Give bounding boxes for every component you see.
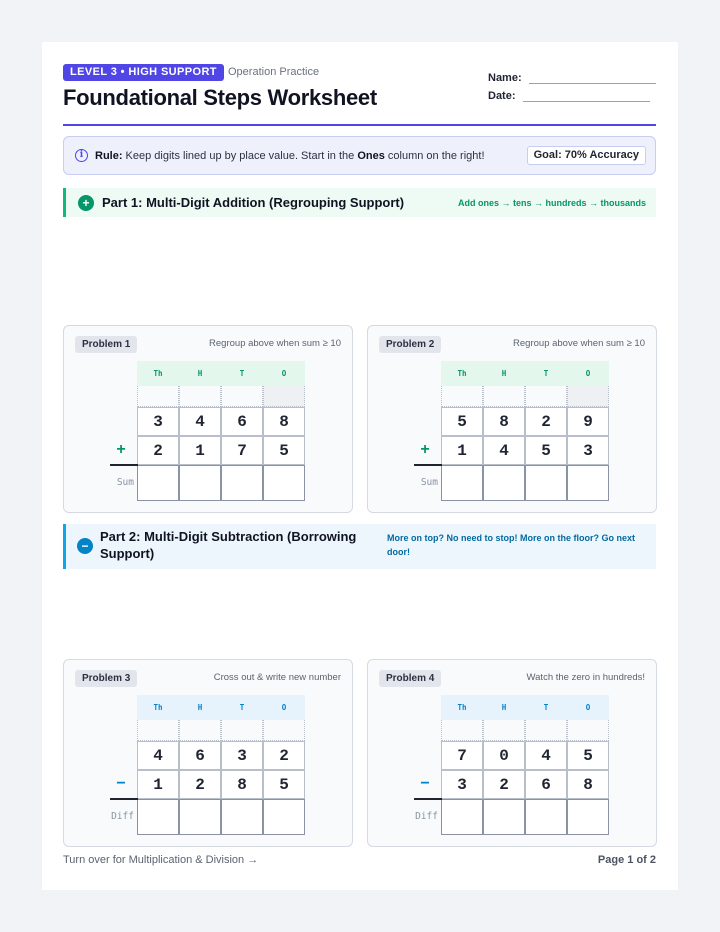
operation-rule <box>110 798 138 800</box>
bottom-digit: 7 <box>221 436 263 465</box>
column-header: O <box>567 695 609 720</box>
answer-box[interactable] <box>441 465 483 501</box>
answer-label: Sum <box>116 477 134 488</box>
carry-box[interactable] <box>525 386 567 407</box>
answer-box[interactable] <box>525 465 567 501</box>
operation-rule <box>414 464 442 466</box>
plus-icon: + <box>78 195 94 211</box>
minus-sign: − <box>116 775 126 792</box>
bottom-digit: 8 <box>221 770 263 799</box>
answer-box[interactable] <box>263 799 305 835</box>
operation-rule <box>414 798 442 800</box>
section-note: Add ones → tens → hundreds → thousands <box>457 198 646 208</box>
answer-box[interactable] <box>221 465 263 501</box>
answer-label: Diff <box>415 811 438 822</box>
problem-hint: Cross out & write new number <box>213 672 341 683</box>
problem-card <box>367 325 657 513</box>
top-digit: 0 <box>483 741 525 770</box>
column-header: H <box>483 361 525 386</box>
section-title: Part 2: Multi-Digit Subtraction (Borrowing Support) <box>100 529 357 561</box>
answer-box[interactable] <box>179 465 221 501</box>
problem-label: Problem 3 <box>75 670 137 687</box>
subject-label: Operation Practice <box>228 66 320 78</box>
column-header: O <box>263 695 305 720</box>
column-header: H <box>483 695 525 720</box>
column-header: T <box>221 361 263 386</box>
rule-ones: Ones <box>357 150 385 162</box>
top-digit: 4 <box>179 407 221 436</box>
bottom-digit: 4 <box>483 436 525 465</box>
section-note: More on top? No need to stop! More on the floor? Go next door! <box>387 533 635 557</box>
top-digit: 7 <box>441 741 483 770</box>
bottom-digit: 3 <box>441 770 483 799</box>
column-header: H <box>179 361 221 386</box>
top-digit: 2 <box>525 407 567 436</box>
plus-sign: + <box>420 441 430 458</box>
top-digit: 5 <box>441 407 483 436</box>
minus-sign: − <box>420 775 430 792</box>
page-number: Page 1 of 2 <box>597 854 656 866</box>
section-subtraction <box>63 524 656 569</box>
top-digit: 2 <box>263 741 305 770</box>
problem-card <box>367 659 657 847</box>
rule-text-part-2: column on the right! <box>384 150 485 162</box>
bottom-digit: 5 <box>263 770 305 799</box>
minus-icon: − <box>77 538 93 554</box>
column-header: T <box>525 361 567 386</box>
top-digit: 5 <box>567 741 609 770</box>
rule-text <box>95 149 485 163</box>
answer-box[interactable] <box>137 465 179 501</box>
column-header: H <box>179 695 221 720</box>
answer-box[interactable] <box>221 799 263 835</box>
column-header: Th <box>137 361 179 386</box>
carry-box[interactable] <box>483 386 525 407</box>
plus-sign: + <box>116 441 126 458</box>
answer-box[interactable] <box>525 799 567 835</box>
problem-card <box>63 659 353 847</box>
header-divider <box>63 124 656 126</box>
carry-box[interactable] <box>567 386 609 407</box>
answer-box[interactable] <box>483 799 525 835</box>
name-field[interactable] <box>488 72 656 84</box>
bottom-digit: 1 <box>441 436 483 465</box>
bottom-digit: 1 <box>137 770 179 799</box>
column-header: Th <box>137 695 179 720</box>
top-digit: 6 <box>221 407 263 436</box>
carry-box[interactable] <box>525 720 567 741</box>
carry-box[interactable] <box>441 720 483 741</box>
rule-box <box>63 136 656 175</box>
problem-hint: Regroup above when sum ≥ 10 <box>209 338 341 349</box>
carry-box[interactable] <box>221 720 263 741</box>
answer-box[interactable] <box>483 465 525 501</box>
rule-label: Rule: <box>95 150 123 162</box>
rule-text-part-1: Keep digits lined up by place value. Start in the <box>122 150 358 162</box>
answer-box[interactable] <box>441 799 483 835</box>
answer-box[interactable] <box>137 799 179 835</box>
answer-box[interactable] <box>567 799 609 835</box>
date-line[interactable] <box>523 90 650 102</box>
top-digit: 4 <box>525 741 567 770</box>
problem-label: Problem 2 <box>379 336 441 353</box>
column-header: Th <box>441 695 483 720</box>
bottom-digit: 6 <box>525 770 567 799</box>
answer-box[interactable] <box>179 799 221 835</box>
carry-box[interactable] <box>137 386 179 407</box>
column-header: Th <box>441 361 483 386</box>
bottom-digit: 1 <box>179 436 221 465</box>
top-digit: 3 <box>137 407 179 436</box>
bottom-digit: 3 <box>567 436 609 465</box>
bottom-digit: 2 <box>179 770 221 799</box>
carry-box[interactable] <box>441 386 483 407</box>
carry-box[interactable] <box>483 720 525 741</box>
bottom-digit: 2 <box>137 436 179 465</box>
name-label: Name: <box>488 72 522 84</box>
top-digit: 3 <box>221 741 263 770</box>
top-digit: 8 <box>483 407 525 436</box>
answer-label: Sum <box>420 477 438 488</box>
top-digit: 6 <box>179 741 221 770</box>
bottom-digit: 5 <box>525 436 567 465</box>
column-header: O <box>263 361 305 386</box>
worksheet-page <box>42 42 678 890</box>
section-title: Part 1: Multi-Digit Addition (Regrouping Support) <box>102 195 405 210</box>
problem-card <box>63 325 353 513</box>
bottom-digit: 2 <box>483 770 525 799</box>
date-label: Date: <box>488 90 516 102</box>
top-digit: 8 <box>263 407 305 436</box>
problem-hint: Regroup above when sum ≥ 10 <box>513 338 645 349</box>
problem-label: Problem 4 <box>379 670 441 687</box>
top-digit: 4 <box>137 741 179 770</box>
carry-box[interactable] <box>567 720 609 741</box>
answer-box[interactable] <box>263 465 305 501</box>
problem-hint: Watch the zero in hundreds! <box>526 672 645 683</box>
carry-box[interactable] <box>179 720 221 741</box>
goal-badge: Goal: 70% Accuracy <box>527 146 646 165</box>
carry-box[interactable] <box>179 386 221 407</box>
problem-label: Problem 1 <box>75 336 137 353</box>
level-badge: LEVEL 3 • HIGH SUPPORT <box>63 64 224 81</box>
answer-label: Diff <box>111 811 134 822</box>
footer-note: Turn over for Multiplication & Division → <box>63 854 259 866</box>
column-header: T <box>525 695 567 720</box>
date-field[interactable] <box>488 90 650 102</box>
section-addition <box>63 188 656 217</box>
column-header: T <box>221 695 263 720</box>
column-header: O <box>567 361 609 386</box>
answer-box[interactable] <box>567 465 609 501</box>
operation-rule <box>110 464 138 466</box>
info-icon: i <box>75 149 88 162</box>
top-digit: 9 <box>567 407 609 436</box>
bottom-digit: 5 <box>263 436 305 465</box>
bottom-digit: 8 <box>567 770 609 799</box>
page-title: Foundational Steps Worksheet <box>63 85 377 110</box>
carry-box[interactable] <box>263 720 305 741</box>
carry-box[interactable] <box>221 386 263 407</box>
carry-box[interactable] <box>137 720 179 741</box>
name-line[interactable] <box>529 72 656 84</box>
carry-box[interactable] <box>263 386 305 407</box>
